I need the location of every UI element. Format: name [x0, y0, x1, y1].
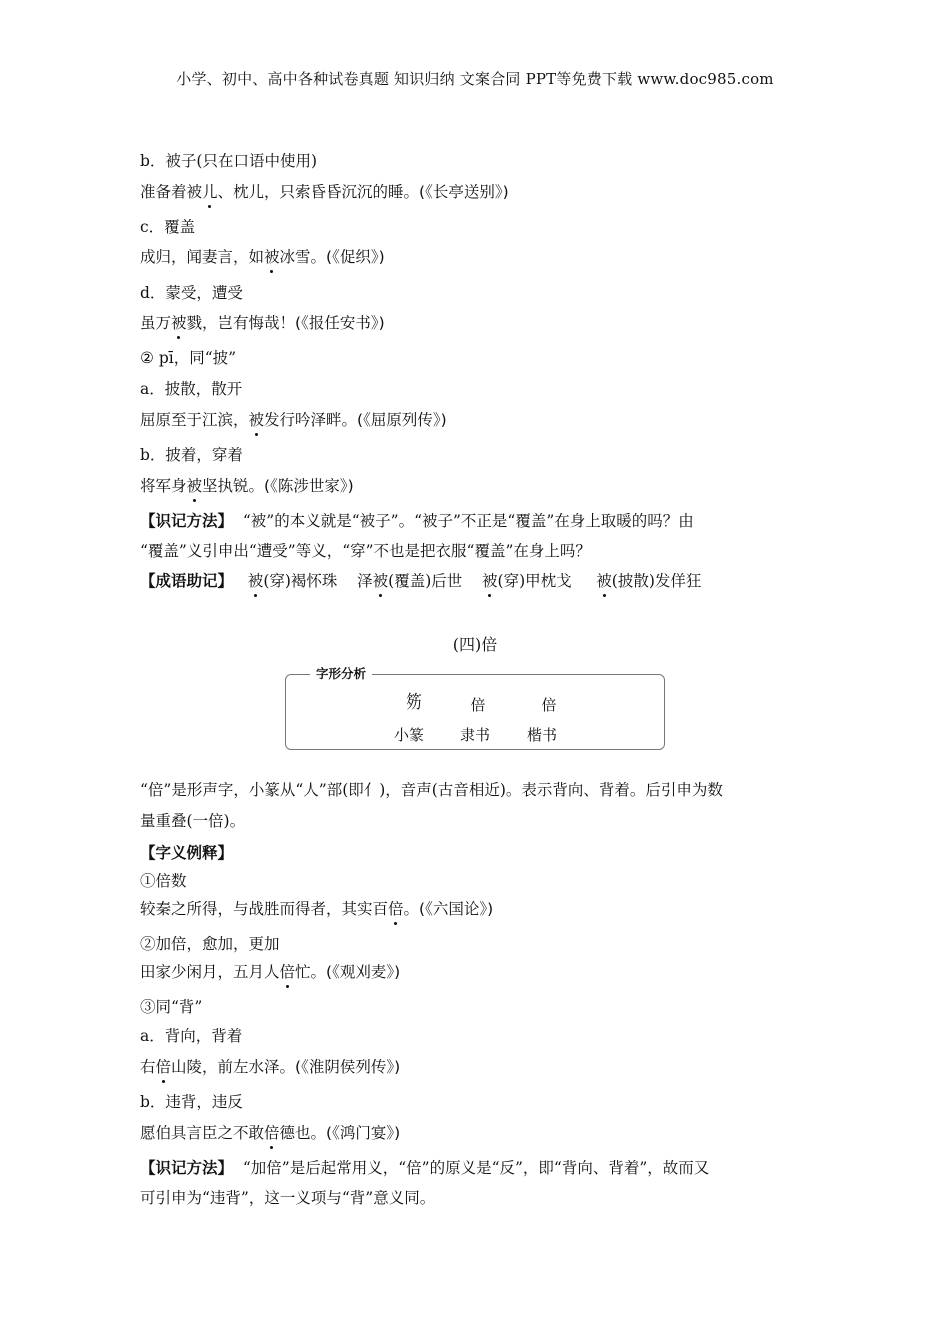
sense-d-example: 虽万被戮，岂有悔哉！(《报任安书》)	[140, 314, 385, 332]
glyph-clerical: 倍	[470, 696, 486, 714]
meaning-3b-example: 愿伯具言臣之不敢倍德也。(《鸿门宴》)	[140, 1124, 401, 1142]
memo-paragraph-line-2: “覆盖”义引申出“遭受”等义，“穿”不也是把衣服“覆盖”在身上吗？	[140, 542, 591, 560]
sense-2b-example: 将军身被坚执锐。(《陈涉世家》)	[140, 477, 354, 495]
sense-b-example: 准备着被儿、枕儿，只索昏昏沉沉的睡。(《长亭送别》)	[140, 183, 509, 201]
sense-2a-example: 屈原至于江滨，被发行吟泽畔。(《屈原列传》)	[140, 411, 447, 429]
sense-c-example: 成归，闻妻言，如被冰雪。(《促织》)	[140, 248, 385, 266]
intro-line-1: “倍”是形声字，小篆从“人”部(即亻)，音声(古音相近)。表示背向、背着。后引申为数	[140, 781, 723, 799]
sense-c-heading: c．覆盖	[140, 218, 196, 236]
pei-memo-line-1: 【识记方法】 “加倍”是后起常用义，“倍”的原义是“反”，即“背向、背着”，故而又	[140, 1159, 710, 1177]
intro-line-2: 量重叠(一倍)。	[140, 812, 246, 830]
glyph-seal: 䇟	[406, 692, 422, 713]
meaning-1-heading: ①倍数	[140, 872, 187, 890]
meaning-tag: 【字义例释】	[140, 844, 234, 862]
meaning-3a-heading: a．背向，背着	[140, 1027, 243, 1045]
sense-b-heading: b．被子(只在口语中使用)	[140, 152, 318, 170]
memo-paragraph-line-1: 【识记方法】 “被”的本义就是“被子”。“被子”不正是“覆盖”在身上取暖的吗？由	[140, 512, 694, 530]
sense-2b-heading: b．披着，穿着	[140, 446, 243, 464]
sense-d-heading: d．蒙受，遭受	[140, 284, 243, 302]
glyph-seal-name: 小篆	[393, 726, 424, 744]
glyph-analysis-label: 字形分析	[310, 664, 372, 682]
meaning-3-heading: ③同“背”	[140, 998, 203, 1016]
section-title: (四)倍	[452, 635, 498, 654]
idiom-line: 【成语助记】 被(穿)褐怀珠 泽被(覆盖)后世 被(穿)甲枕戈 被(披散)发佯狂	[140, 572, 702, 590]
page-header: 小学、初中、高中各种试卷真题 知识归纳 文案合同 PPT等免费下载 www.doc985.com	[176, 70, 774, 88]
glyph-regular: 倍	[541, 696, 557, 714]
glyph-clerical-name: 隶书	[459, 726, 490, 744]
sense-2a-heading: a．披散，散开	[140, 380, 243, 398]
meaning-3a-example: 右倍山陵，前左水泽。(《淮阴侯列传》)	[140, 1058, 401, 1076]
meaning-2-example: 田家少闲月，五月人倍忙。(《观刈麦》)	[140, 963, 401, 981]
meaning-3b-heading: b．违背，违反	[140, 1093, 243, 1111]
pei-memo-line-2: 可引申为“违背”，这一义项与“背”意义同。	[140, 1189, 436, 1207]
meaning-1-example: 较秦之所得，与战胜而得者，其实百倍。(《六国论》)	[140, 900, 494, 918]
meaning-2-heading: ②加倍，愈加，更加	[140, 935, 280, 953]
glyph-regular-name: 楷书	[526, 726, 557, 744]
sense-2-heading: ② pī，同“披”	[140, 349, 237, 367]
